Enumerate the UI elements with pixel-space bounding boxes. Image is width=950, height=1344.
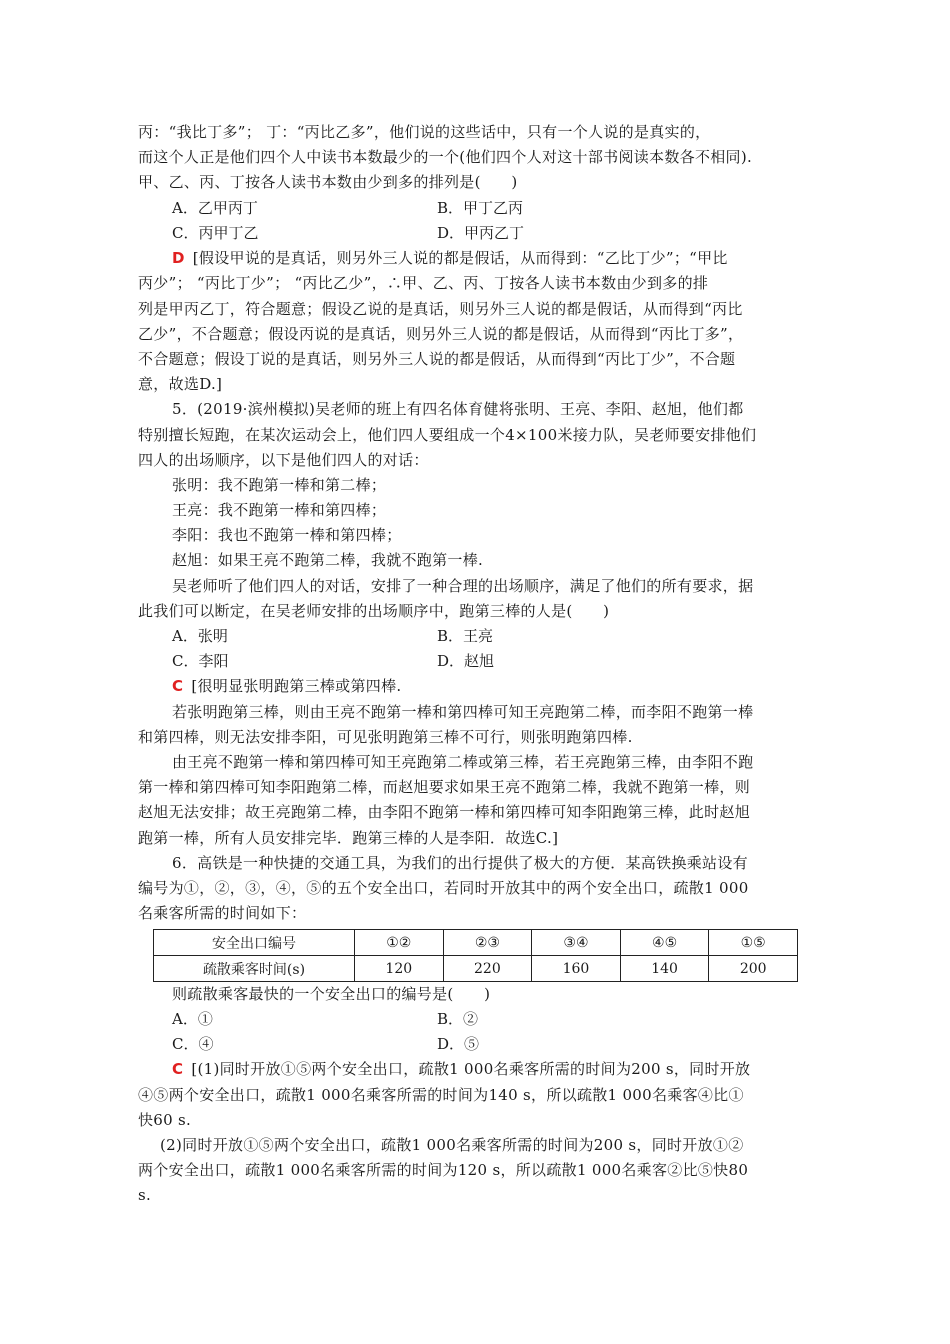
q4-solution-line-6: 意，故选D.]	[138, 375, 223, 393]
q5-dialog-zhaoxu: 赵旭：如果王亮不跑第二棒，我就不跑第一棒.	[172, 551, 484, 569]
q5-option-c: C．李阳	[172, 652, 229, 670]
q6-solution-p1-line-3: 快60 s.	[138, 1111, 192, 1129]
q5-stem2-line-1: 吴老师听了他们四人的对话，安排了一种合理的出场顺序，满足了他们的所有要求，据	[172, 577, 754, 595]
table-header-exit-number: 安全出口编号	[154, 930, 355, 956]
q6-option-a: A．①	[172, 1010, 213, 1028]
q5-dialog-liyang: 李阳：我也不跑第一棒和第四棒；	[172, 526, 402, 544]
table-cell-time: 120	[355, 956, 444, 982]
q6-solution-p2-line-1: (2)同时开放①⑤两个安全出口，疏散1 000名乘客所需的时间为200 s，同时开放①②	[160, 1136, 744, 1154]
q5-stem2-line-2: 此我们可以断定，在吴老师安排的出场顺序中，跑第三棒的人是( )	[138, 602, 610, 620]
q5-solution-p3-line-2: 第一棒和第四棒可知李阳跑第二棒，而赵旭要求如果王亮不跑第二棒，我就不跑第一棒，则	[138, 778, 751, 796]
q4-solution-line-4: 乙少”，不合题意；假设丙说的是真话，则另外三人说的都是假话，从而得到“丙比丁多”，	[138, 325, 744, 343]
q6-stem-line-3: 名乘客所需的时间如下：	[138, 904, 307, 922]
exit-time-table	[153, 929, 798, 982]
q5-solution-p2-line-2: 和第四棒，则无法安排李阳，可见张明跑第三棒不可行，则张明跑第四棒.	[138, 728, 633, 746]
table-header-evacuation-time: 疏散乘客时间(s)	[154, 956, 355, 982]
q6-solution-p1-line-1	[172, 1058, 842, 1080]
table-cell-time: 140	[620, 956, 709, 982]
q6-option-d: D．⑤	[437, 1035, 480, 1053]
q4-answer-letter: D	[172, 249, 185, 267]
table-cell-time: 160	[532, 956, 621, 982]
q6-stem-line-1: 6．高铁是一种快捷的交通工具，为我们的出行提供了极大的方便．某高铁换乘站设有	[172, 854, 748, 872]
q5-solution-p2-line-1: 若张明跑第三棒，则由王亮不跑第一棒和第四棒可知王亮跑第二棒，而李阳不跑第一棒	[172, 703, 754, 721]
q4-solution-line-3: 列是甲丙乙丁，符合题意；假设乙说的是真话，则另外三人说的都是假话，从而得到“丙比	[138, 300, 743, 318]
table-row-times	[154, 956, 798, 982]
q5-stem-line-2: 特别擅长短跑，在某次运动会上，他们四人要组成一个4×100米接力队，吴老师要安排他们	[138, 426, 757, 444]
q5-dialog-wangliang: 王亮：我不跑第一棒和第四棒；	[172, 501, 387, 519]
table-cell-time: 200	[709, 956, 798, 982]
table-cell-exit: ④⑤	[620, 930, 709, 956]
q5-answer-letter: C	[172, 677, 184, 695]
q5-stem-line-3: 四人的出场顺序，以下是他们四人的对话：	[138, 451, 429, 469]
table-cell-time: 220	[443, 956, 532, 982]
q5-solution-p3-line-4: 跑第一棒，所有人员安排完毕．跑第三棒的人是李阳．故选C.]	[138, 829, 559, 847]
q4-stem-line-1: 丙：“我比丁多”； 丁：“丙比乙多”，他们说的这些话中，只有一个人说的是真实的，	[138, 123, 711, 141]
table-cell-exit: ②③	[443, 930, 532, 956]
q4-solution-line-2: 丙少”； “丙比丁少”； “丙比乙少”，∴甲、乙、丙、丁按各人读书本数由少到多的排	[138, 274, 709, 292]
q4-option-c: C．丙甲丁乙	[172, 224, 259, 242]
q4-solution-line-1	[172, 247, 842, 269]
q5-solution-p3-line-3: 赵旭无法安排；故王亮跑第二棒，由李阳不跑第一棒和第四棒可知李阳跑第三棒，此时赵旭	[138, 803, 751, 821]
q4-option-a: A．乙甲丙丁	[172, 199, 258, 217]
q5-stem-line-1: 5．(2019·滨州模拟)吴老师的班上有四名体育健将张明、王亮、李阳、赵旭，他们都	[172, 400, 744, 418]
q6-option-b: B．②	[437, 1010, 479, 1028]
q6-answer-letter: C	[172, 1060, 184, 1078]
q6-solution-p2-line-2: 两个安全出口，疏散1 000名乘客所需的时间为120 s，所以疏散1 000名乘客②比⑤快80	[138, 1161, 749, 1179]
q4-solution-line-5: 不合题意；假设丁说的是真话，则另外三人说的都是假话，从而得到“丙比丁少”，不合题	[138, 350, 736, 368]
q6-stem-line-2: 编号为①，②，③，④，⑤的五个安全出口，若同时开放其中的两个安全出口，疏散1 000	[138, 879, 749, 897]
q5-option-a: A．张明	[172, 627, 228, 645]
q4-stem-line-3: 甲、乙、丙、丁按各人读书本数由少到多的排列是( )	[138, 173, 518, 191]
q6-question: 则疏散乘客最快的一个安全出口的编号是( )	[172, 985, 491, 1003]
q5-solution-p3-line-1: 由王亮不跑第一棒和第四棒可知王亮跑第二棒或第三棒，若王亮跑第三棒，由李阳不跑	[172, 753, 754, 771]
q4-option-b: B．甲丁乙丙	[437, 199, 524, 217]
q6-option-c: C．④	[172, 1035, 214, 1053]
q6-solution-p2-line-3: s.	[138, 1186, 152, 1204]
table-cell-exit: ③④	[532, 930, 621, 956]
q4-solution-text-1: [假设甲说的是真话，则另外三人说的都是假话，从而得到：“乙比丁少”；“甲比	[192, 249, 728, 267]
table-cell-exit: ①②	[355, 930, 444, 956]
q5-solution-text-1: [很明显张明跑第三棒或第四棒.	[191, 677, 402, 695]
q6-solution-text-1: [(1)同时开放①⑤两个安全出口，疏散1 000名乘客所需的时间为200 s，同时开放	[191, 1060, 751, 1078]
q4-stem-line-2: 而这个人正是他们四个人中读书本数最少的一个(他们四个人对这十部书阅读本数各不相同).	[138, 148, 753, 166]
q5-option-b: B．王亮	[437, 627, 494, 645]
q5-option-d: D．赵旭	[437, 652, 495, 670]
table-cell-exit: ①⑤	[709, 930, 798, 956]
q5-solution-line-1	[172, 675, 842, 697]
q6-solution-p1-line-2: ④⑤两个安全出口，疏散1 000名乘客所需的时间为140 s，所以疏散1 000名乘客④比①	[138, 1086, 744, 1104]
q4-option-d: D．甲丙乙丁	[437, 224, 525, 242]
q5-dialog-zhangming: 张明：我不跑第一棒和第二棒；	[172, 476, 387, 494]
table-row-exits	[154, 930, 798, 956]
